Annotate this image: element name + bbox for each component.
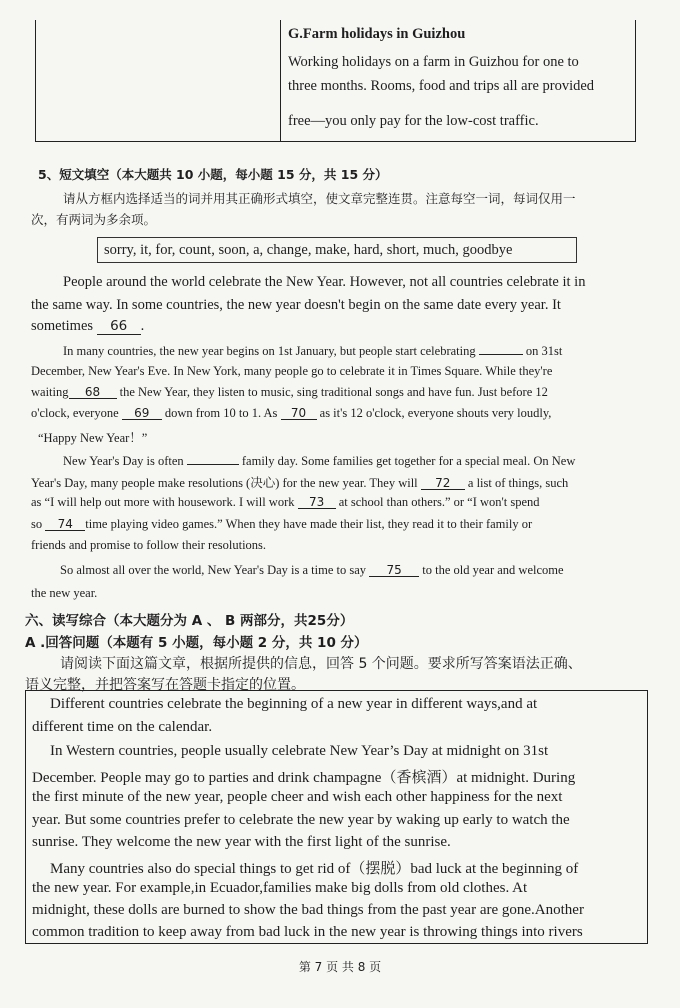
answer-75: 75 [369, 564, 419, 577]
p2-line-2: December, New Year's Eve. In New York, many people go to celebrate it in Times Square. While they're [31, 364, 553, 378]
answer-69: 69 [122, 407, 162, 420]
section5-instruction-2: 次，有两词为多余项。 [31, 212, 157, 227]
p1-line-2: the same way. In some countries, the new year doesn't begin on the same date every year. It [31, 297, 561, 313]
option-g-line-1: Working holidays on a farm in Guizhou for one to [288, 54, 579, 70]
page-footer: 第 7 页 共 8 页 [298, 960, 382, 974]
word-bank: sorry, it, for, count, soon, a, change, make, hard, short, much, goodbye [97, 237, 577, 263]
passage-line-5: the first minute of the new year, people cheer and wish each other happiness for the next [32, 789, 563, 805]
section5-title: 5、短文填空（本大题共 10 小题，每小题 15 分，共 15 分） [38, 167, 388, 182]
answer-74: 74 [45, 518, 85, 531]
blank-71 [187, 452, 239, 465]
passage-line-3: In Western countries, people usually celebrate New Year’s Day at midnight on 31st [50, 743, 549, 759]
p2-line-3: waiting 68 the New Year, they listen to music, sing traditional songs and have fun. Just before 12 [31, 385, 548, 399]
option-g-line-2: three months. Rooms, food and trips all are provided [288, 78, 595, 94]
section5-instruction-1: 请从方框内选择适当的词并用其正确形式填空，使文章完整连贯。注意每空一词，每词仅用一 [63, 191, 576, 206]
answer-70: 70 [281, 407, 317, 420]
passage-line-1: Different countries celebrate the beginning of a new year in different ways,and at [50, 696, 538, 712]
p4-line-1: So almost all over the world, New Year's Day is a time to say 75 to the old year and welcome [60, 563, 564, 577]
section6-title: 六、读写综合（本大题分为 A 、 B 两部分，共25分） [25, 613, 354, 629]
p4-line-2: the new year. [31, 586, 98, 600]
option-g-line-3: free—you only pay for the low-cost traffic. [288, 113, 539, 129]
p3-line-3: as “I will help out more with housework. I will work 73 at school than others.” or “I won't spend [31, 495, 540, 509]
passage-line-11: common tradition to keep away from bad luck in the new year is throwing things into rivers [32, 924, 583, 940]
p3-line-1: New Year's Day is often family day. Some families get together for a special meal. On New [63, 454, 576, 468]
p1-line-3: sometimes 66 . [31, 318, 145, 334]
p1-line-1: People around the world celebrate the New Year. However, not all countries celebrate it in [63, 274, 586, 290]
p3-line-4: so 74 time playing video games.” When they have made their list, they read it to their family or [31, 517, 533, 531]
answer-66: 66 [97, 320, 141, 335]
passage-line-4: December. People may go to parties and drink champagne（香槟酒）at midnight. During [32, 770, 576, 786]
section6-instruction-2: 语义完整，并把答案写在答题卡指定的位置。 [25, 677, 305, 693]
p2-line-5: “Happy New Year！” [38, 431, 148, 445]
p3-line-5: friends and promise to follow their resolutions. [31, 538, 267, 552]
passage-line-10: midnight, these dolls are burned to show the bad things from the past year are gone.Another [32, 902, 584, 918]
passage-line-7: sunrise. They welcome the new year with the first light of the sunrise. [32, 834, 451, 850]
section6-instruction-1: 请阅读下面这篇文章，根据所提供的信息，回答 5 个问题。要求所写答案语法正确、 [60, 656, 582, 672]
answer-68: 68 [69, 386, 117, 399]
p3-line-2: Year's Day, many people make resolutions (决心) for the new year. They will 72 a list of things, such [31, 476, 569, 490]
p2-line-1: In many countries, the new year begins on 1st January, but people start celebrating on 31st [63, 344, 563, 358]
blank-67 [479, 342, 523, 355]
answer-72: 72 [421, 477, 465, 490]
passage-line-8: Many countries also do special things to get rid of（摆脱）bad luck at the beginning of [50, 861, 579, 877]
answer-73: 73 [298, 496, 336, 509]
passage-line-2: different time on the calendar. [32, 719, 213, 735]
p2-line-4: o'clock, everyone 69 down from 10 to 1. As 70 as it's 12 o'clock, everyone shouts very loudly, [31, 406, 552, 420]
section6-subtitle: A .回答问题（本题有 5 小题，每小题 2 分，共 10 分） [25, 635, 368, 651]
option-g-title: G.Farm holidays in Guizhou [288, 26, 466, 42]
passage-line-6: year. But some countries prefer to celebrate the new year by waking up early to watch the [32, 812, 570, 828]
passage-line-9: the new year. For example,in Ecuador,families make big dolls from old clothes. At [32, 880, 528, 896]
table-divider [280, 20, 281, 141]
